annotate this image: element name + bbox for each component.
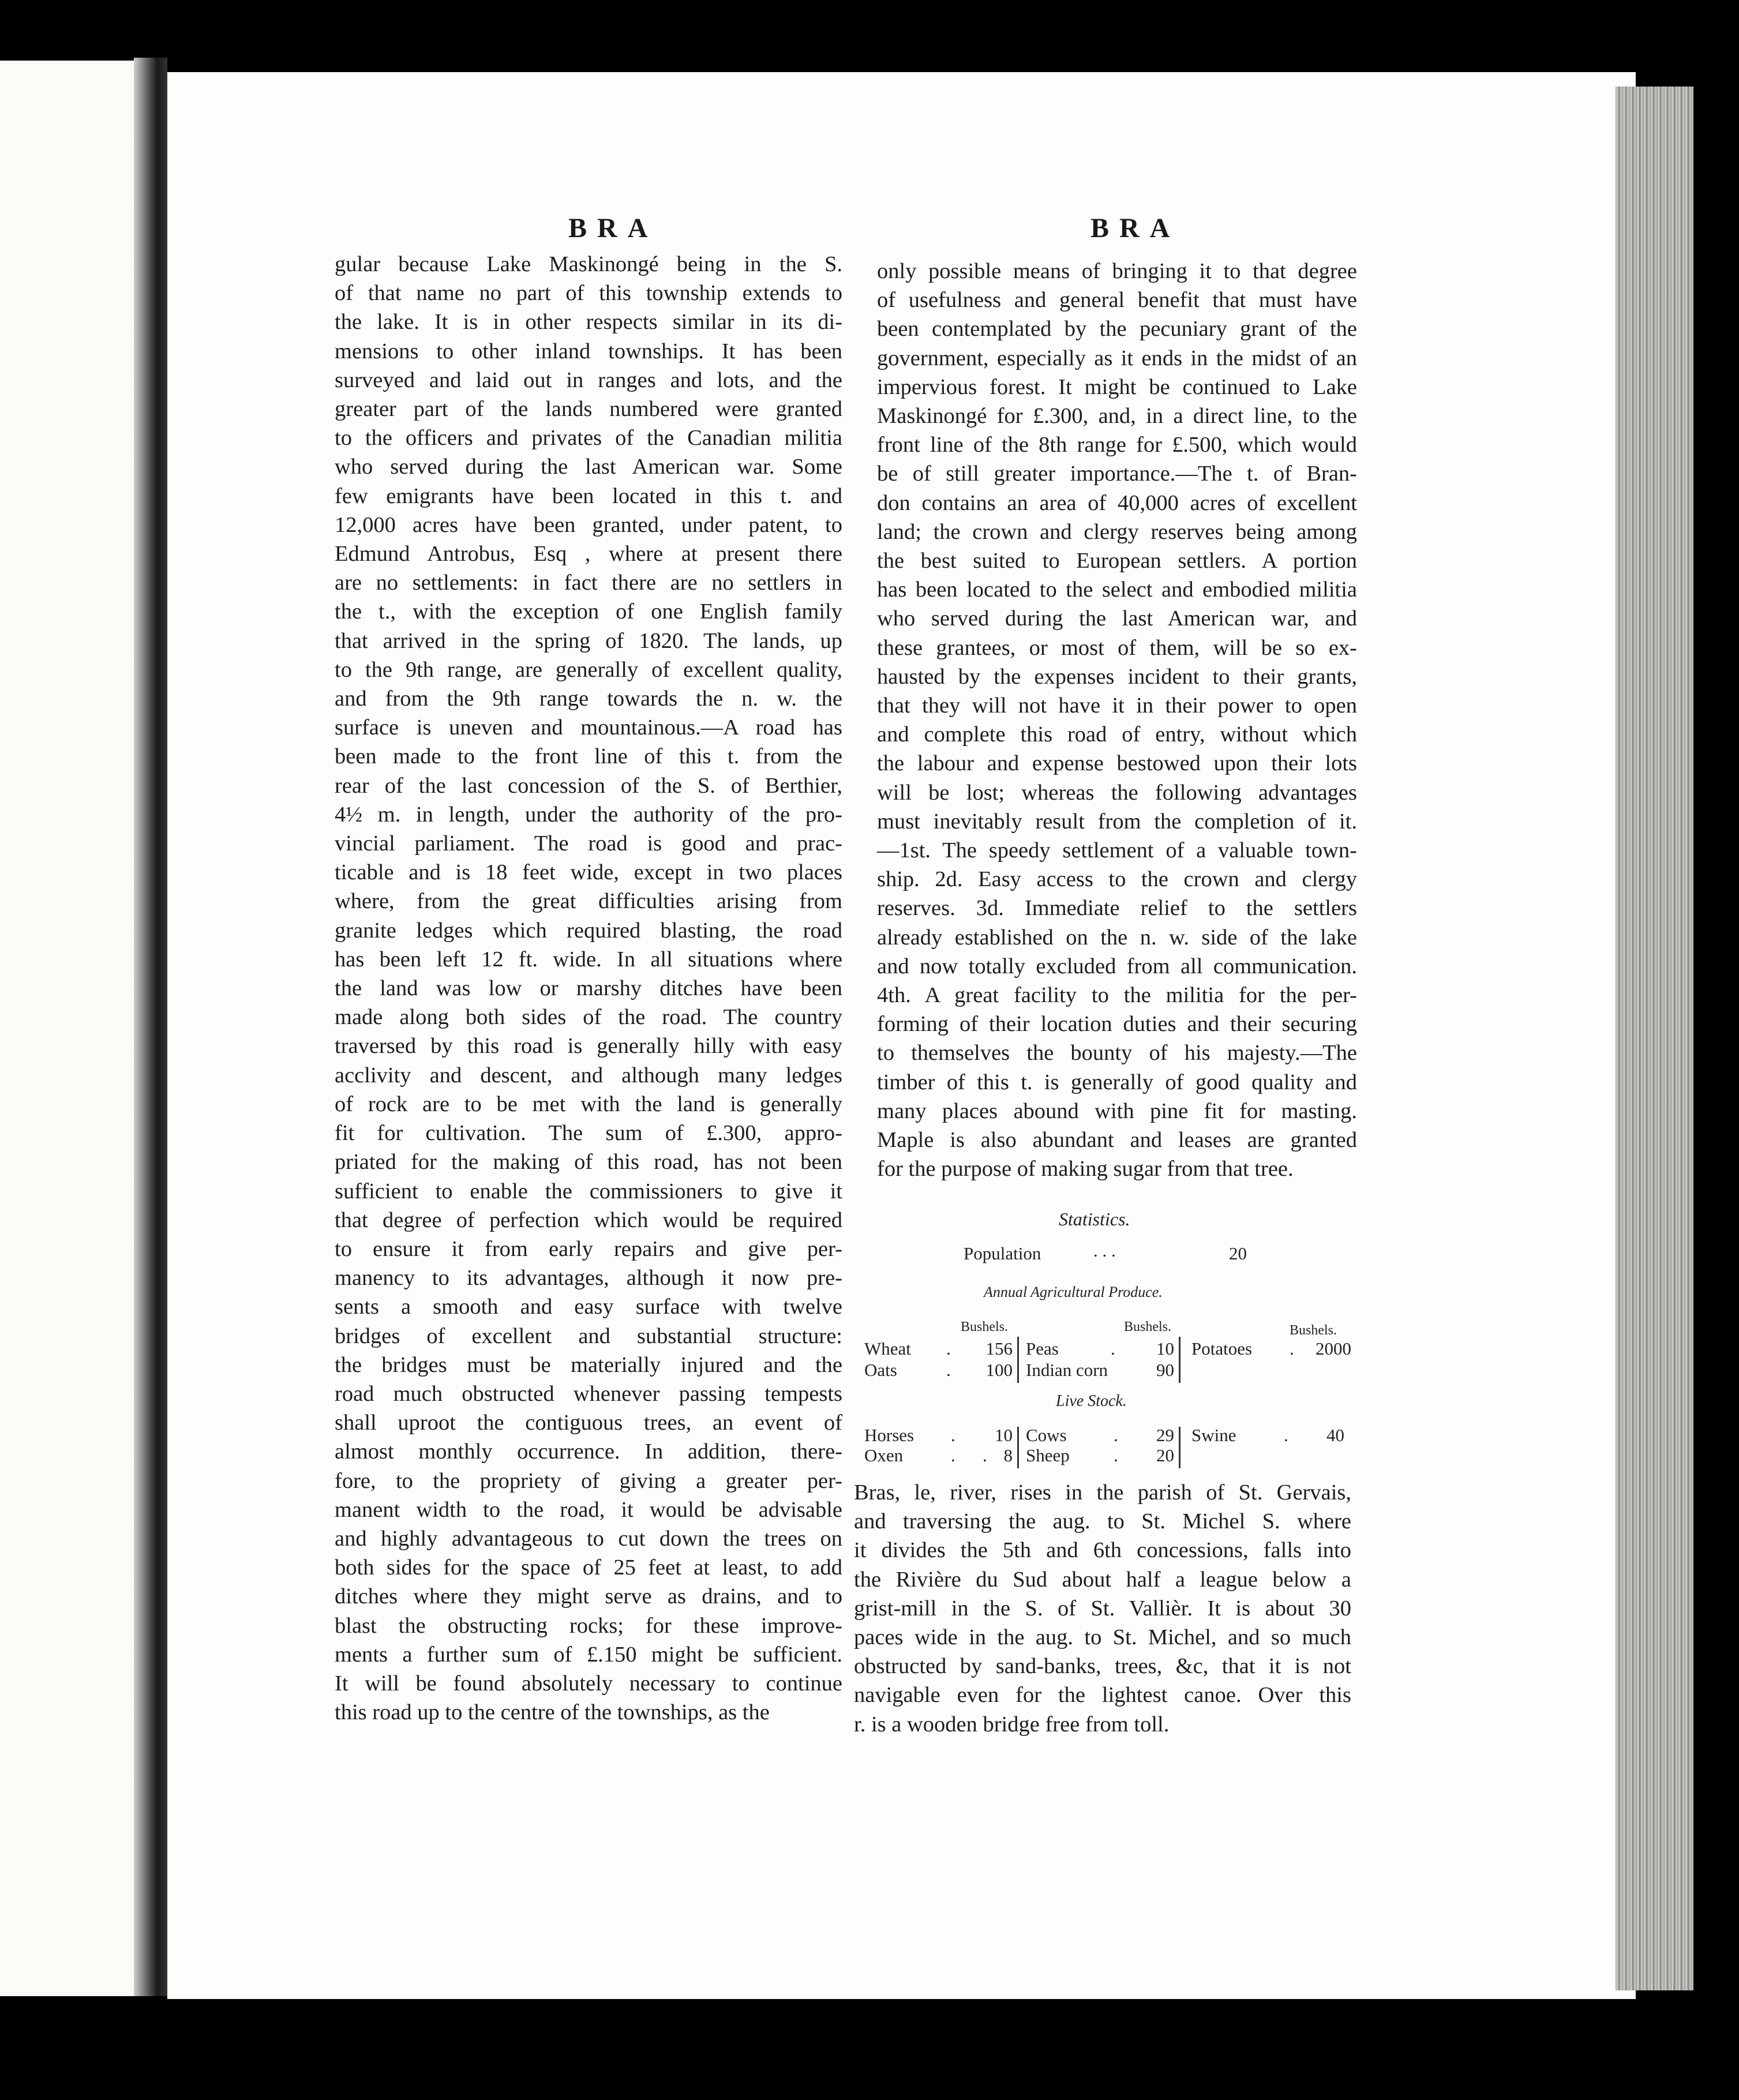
produce-heading: Annual Agricultural Produce. bbox=[984, 1284, 1163, 1300]
livestock-item-label: Sheep bbox=[1026, 1445, 1070, 1465]
text-line: timber of this t. is generally of good quality and bbox=[877, 1070, 1357, 1094]
text-line: to the 9th range, are generally of excellent quality, bbox=[335, 657, 842, 682]
text-line: acclivity and descent, and although many ledges bbox=[335, 1063, 842, 1088]
livestock-heading: Live Stock. bbox=[1056, 1392, 1127, 1410]
text-line: It will be found absolutely necessary to continue bbox=[335, 1671, 842, 1696]
text-line: 4½ m. in length, under the authority of the pro- bbox=[335, 802, 842, 827]
text-line: impervious forest. It might be continued to Lake bbox=[877, 374, 1357, 399]
text-line: that arrived in the spring of 1820. The lands, up bbox=[335, 628, 842, 653]
text-line: manency to its advantages, although it now pre- bbox=[335, 1266, 842, 1291]
produce-item-value: 2000 bbox=[1316, 1338, 1351, 1359]
livestock-item-value: 40 bbox=[1326, 1425, 1344, 1445]
dot-leader: . bbox=[951, 1445, 955, 1465]
text-line: who served during the last American war, and bbox=[877, 606, 1357, 631]
text-line: fore, to the propriety of giving a greater per- bbox=[335, 1468, 842, 1493]
text-line: grist-mill in the S. of St. Vallièr. It is about 30 bbox=[854, 1596, 1351, 1621]
right-column-text bbox=[877, 257, 1357, 1184]
text-line: surveyed and laid out in ranges and lots, and the bbox=[335, 367, 842, 392]
text-line: hausted by the expenses incident to their grants, bbox=[877, 664, 1357, 689]
text-line: to ensure it from early repairs and give per- bbox=[335, 1236, 842, 1261]
livestock-item-value: 8 bbox=[1003, 1445, 1013, 1465]
text-line: shall uproot the contiguous trees, an event of bbox=[335, 1411, 842, 1435]
unit-label: Bushels. bbox=[961, 1319, 1009, 1334]
text-line: vincial parliament. The road is good and prac- bbox=[335, 831, 842, 856]
text-line: who served during the last American war. Some bbox=[335, 455, 842, 479]
text-line: almost monthly occurrence. In addition, there- bbox=[335, 1439, 842, 1464]
text-line: the lake. It is in other respects similar in its di- bbox=[335, 310, 842, 335]
text-line: ments a further sum of £.150 might be sufficient. bbox=[335, 1642, 842, 1667]
text-line: forming of their location duties and their securing bbox=[877, 1012, 1357, 1037]
unit-label: Bushels. bbox=[1124, 1319, 1172, 1334]
text-line: blast the obstructing rocks; for these improve- bbox=[335, 1613, 842, 1638]
livestock-item-value: 20 bbox=[1156, 1445, 1174, 1465]
text-line: 4th. A great facility to the militia for the per- bbox=[877, 983, 1357, 1008]
text-line: the t., with the exception of one English family bbox=[335, 599, 842, 624]
text-line: and highly advantageous to cut down the trees on bbox=[335, 1526, 842, 1551]
text-line: paces wide in the aug. to St. Michel, and so much bbox=[854, 1625, 1351, 1650]
text-line: are no settlements: in fact there are no settlers in bbox=[335, 571, 842, 595]
text-line: Bras, le, river, rises in the parish of St. Gervais, bbox=[854, 1480, 1351, 1505]
text-line: priated for the making of this road, has not been bbox=[335, 1150, 842, 1175]
text-line: where, from the great difficulties arising from bbox=[335, 889, 842, 914]
text-line: mensions to other inland townships. It has been bbox=[335, 339, 842, 363]
text-line: few emigrants have been located in this t. and bbox=[335, 483, 842, 508]
livestock-item-label: Horses bbox=[864, 1425, 915, 1445]
text-line: made along both sides of the road. The country bbox=[335, 1005, 842, 1030]
text-line: already established on the n. w. side of the lake bbox=[877, 925, 1357, 950]
river-bras-entry bbox=[854, 1478, 1351, 1739]
text-line: ship. 2d. Easy access to the crown and clergy bbox=[877, 867, 1357, 892]
text-line: granite ledges which required blasting, the road bbox=[335, 918, 842, 943]
text-line: and now totally excluded from all communication. bbox=[877, 954, 1357, 978]
text-line: the Rivière du Sud about half a league below a bbox=[854, 1567, 1351, 1592]
text-line: both sides for the space of 25 feet at least, to add bbox=[335, 1555, 842, 1580]
dot-leader: . bbox=[1114, 1445, 1118, 1465]
text-line: to the officers and privates of the Canadian militia bbox=[335, 426, 842, 451]
livestock-item-label: Oxen bbox=[864, 1445, 904, 1465]
text-line: greater part of the lands numbered were granted bbox=[335, 397, 842, 422]
text-line: government, especially as it ends in the midst of an bbox=[877, 346, 1357, 370]
text-line: rear of the last concession of the S. of Berthier, bbox=[335, 773, 842, 798]
book-gutter bbox=[134, 58, 167, 1996]
livestock-item-value: 10 bbox=[995, 1425, 1013, 1445]
produce-item-value: 100 bbox=[985, 1360, 1013, 1380]
livestock-item-label: Cows bbox=[1026, 1425, 1067, 1445]
dot-leader: . bbox=[1111, 1338, 1115, 1359]
text-line: to themselves the bounty of his majesty.—The bbox=[877, 1041, 1357, 1066]
text-line: of usefulness and general benefit that must have bbox=[877, 288, 1357, 313]
dot-leader: . bbox=[1290, 1338, 1294, 1359]
text-line: only possible means of bringing it to that degree bbox=[877, 259, 1357, 283]
text-line: these grantees, or most of them, will be so ex- bbox=[877, 635, 1357, 660]
text-line: many places abound with pine fit for masting. bbox=[877, 1098, 1357, 1123]
dot-leader: . bbox=[983, 1445, 987, 1465]
text-line: for the purpose of making sugar from that tree. bbox=[877, 1157, 1294, 1182]
produce-item-label: Potatoes bbox=[1191, 1338, 1253, 1359]
text-line: the land was low or marshy ditches have been bbox=[335, 976, 842, 1001]
text-line: been contemplated by the pecuniary grant of the bbox=[877, 317, 1357, 342]
text-line: and traversing the aug. to St. Michel S. where bbox=[854, 1509, 1351, 1534]
text-line: traversed by this road is generally hilly with easy bbox=[335, 1034, 842, 1059]
page-fore-edge bbox=[1616, 87, 1693, 1990]
population-label: Population bbox=[964, 1243, 1041, 1263]
dot-leader: . bbox=[1114, 1425, 1118, 1445]
text-line: the labour and expense bestowed upon their lots bbox=[877, 751, 1357, 776]
text-line: ditches where they might serve as drains, and to bbox=[335, 1584, 842, 1609]
text-line: will be lost; whereas the following advantages bbox=[877, 780, 1357, 805]
text-line: land; the crown and clergy reserves being among bbox=[877, 519, 1357, 544]
text-line: gular because Lake Maskinongé being in the S. bbox=[335, 252, 842, 276]
text-line: and complete this road of entry, without which bbox=[877, 722, 1357, 747]
text-line: that they will not have it in their power to open bbox=[877, 693, 1357, 718]
table-divider bbox=[1179, 1337, 1180, 1383]
text-line: navigable even for the lightest canoe. Over this bbox=[854, 1683, 1351, 1708]
text-line: must inevitably result from the completion of it. bbox=[877, 809, 1357, 834]
table-divider bbox=[1179, 1427, 1180, 1468]
text-line: sents a smooth and easy surface with twelve bbox=[335, 1295, 842, 1319]
population-dots: . . . bbox=[1093, 1240, 1116, 1261]
text-line: front line of the 8th range for £.500, which would bbox=[877, 433, 1357, 457]
text-line: of rock are to be met with the land is generally bbox=[335, 1092, 842, 1116]
text-line: this road up to the centre of the townships, as the bbox=[335, 1700, 770, 1725]
text-line: that degree of perfection which would be required bbox=[335, 1208, 842, 1232]
text-line: —1st. The speedy settlement of a valuable town- bbox=[877, 838, 1357, 863]
text-line: obstructed by sand-banks, trees, &c, that it is not bbox=[854, 1654, 1351, 1679]
text-line: the best suited to European settlers. A portion bbox=[877, 549, 1357, 573]
text-line: road much obstructed whenever passing tempests bbox=[335, 1381, 842, 1406]
produce-item-label: Indian corn bbox=[1026, 1360, 1108, 1380]
table-divider bbox=[1017, 1337, 1019, 1383]
running-head-left: BRA bbox=[568, 213, 658, 243]
text-line: been made to the front line of this t. from the bbox=[335, 744, 842, 769]
text-line: Maple is also abundant and leases are granted bbox=[877, 1128, 1357, 1153]
text-line: sufficient to enable the commissioners to give it bbox=[335, 1179, 842, 1203]
text-line: don contains an area of 40,000 acres of excellent bbox=[877, 490, 1357, 515]
dot-leader: . bbox=[946, 1338, 951, 1359]
text-line: and from the 9th range towards the n. w. the bbox=[335, 687, 842, 711]
text-line: the bridges must be materially injured and the bbox=[335, 1352, 842, 1377]
text-line: surface is uneven and mountainous.—A road has bbox=[335, 715, 842, 740]
produce-item-label: Wheat bbox=[864, 1338, 911, 1359]
population-value: 20 bbox=[1229, 1243, 1247, 1263]
table-divider bbox=[1017, 1427, 1019, 1468]
produce-item-value: 90 bbox=[1156, 1360, 1174, 1380]
text-line: Maskinongé for £.300, and, in a direct line, to the bbox=[877, 404, 1357, 429]
text-line: be of still greater importance.—The t. of Bran- bbox=[877, 462, 1357, 486]
text-line: bridges of excellent and substantial structure: bbox=[335, 1323, 842, 1348]
text-line: reserves. 3d. Immediate relief to the settlers bbox=[877, 896, 1357, 921]
text-line: of that name no part of this township extends to bbox=[335, 281, 842, 306]
dot-leader: . bbox=[946, 1360, 951, 1380]
text-line: has been located to the select and embodied militia bbox=[877, 578, 1357, 602]
text-line: has been left 12 ft. wide. In all situations where bbox=[335, 947, 842, 972]
livestock-item-label: Swine bbox=[1191, 1425, 1236, 1445]
text-line: Edmund Antrobus, Esq , where at present there bbox=[335, 542, 842, 567]
produce-item-value: 156 bbox=[985, 1338, 1013, 1359]
statistics-heading: Statistics. bbox=[1059, 1209, 1130, 1229]
running-head-right: BRA bbox=[1090, 213, 1180, 243]
left-column-text bbox=[335, 250, 842, 1727]
text-line: ticable and is 18 feet wide, except in two places bbox=[335, 860, 842, 885]
dot-leader: . bbox=[951, 1425, 955, 1445]
livestock-item-value: 29 bbox=[1156, 1425, 1174, 1445]
facing-page-edge bbox=[0, 61, 151, 1996]
text-line: 12,000 acres have been granted, under patent, to bbox=[335, 512, 842, 537]
produce-item-label: Oats bbox=[864, 1360, 897, 1380]
produce-item-label: Peas bbox=[1026, 1338, 1059, 1359]
text-line: it divides the 5th and 6th concessions, falls into bbox=[854, 1538, 1351, 1563]
text-line: fit for cultivation. The sum of £.300, appro- bbox=[335, 1121, 842, 1146]
produce-item-value: 10 bbox=[1156, 1338, 1174, 1359]
text-line: r. is a wooden bridge free from toll. bbox=[854, 1712, 1170, 1737]
dot-leader: . bbox=[1284, 1425, 1288, 1445]
unit-label: Bushels. bbox=[1290, 1323, 1337, 1338]
text-line: manent width to the road, it would be advisable bbox=[335, 1497, 842, 1522]
